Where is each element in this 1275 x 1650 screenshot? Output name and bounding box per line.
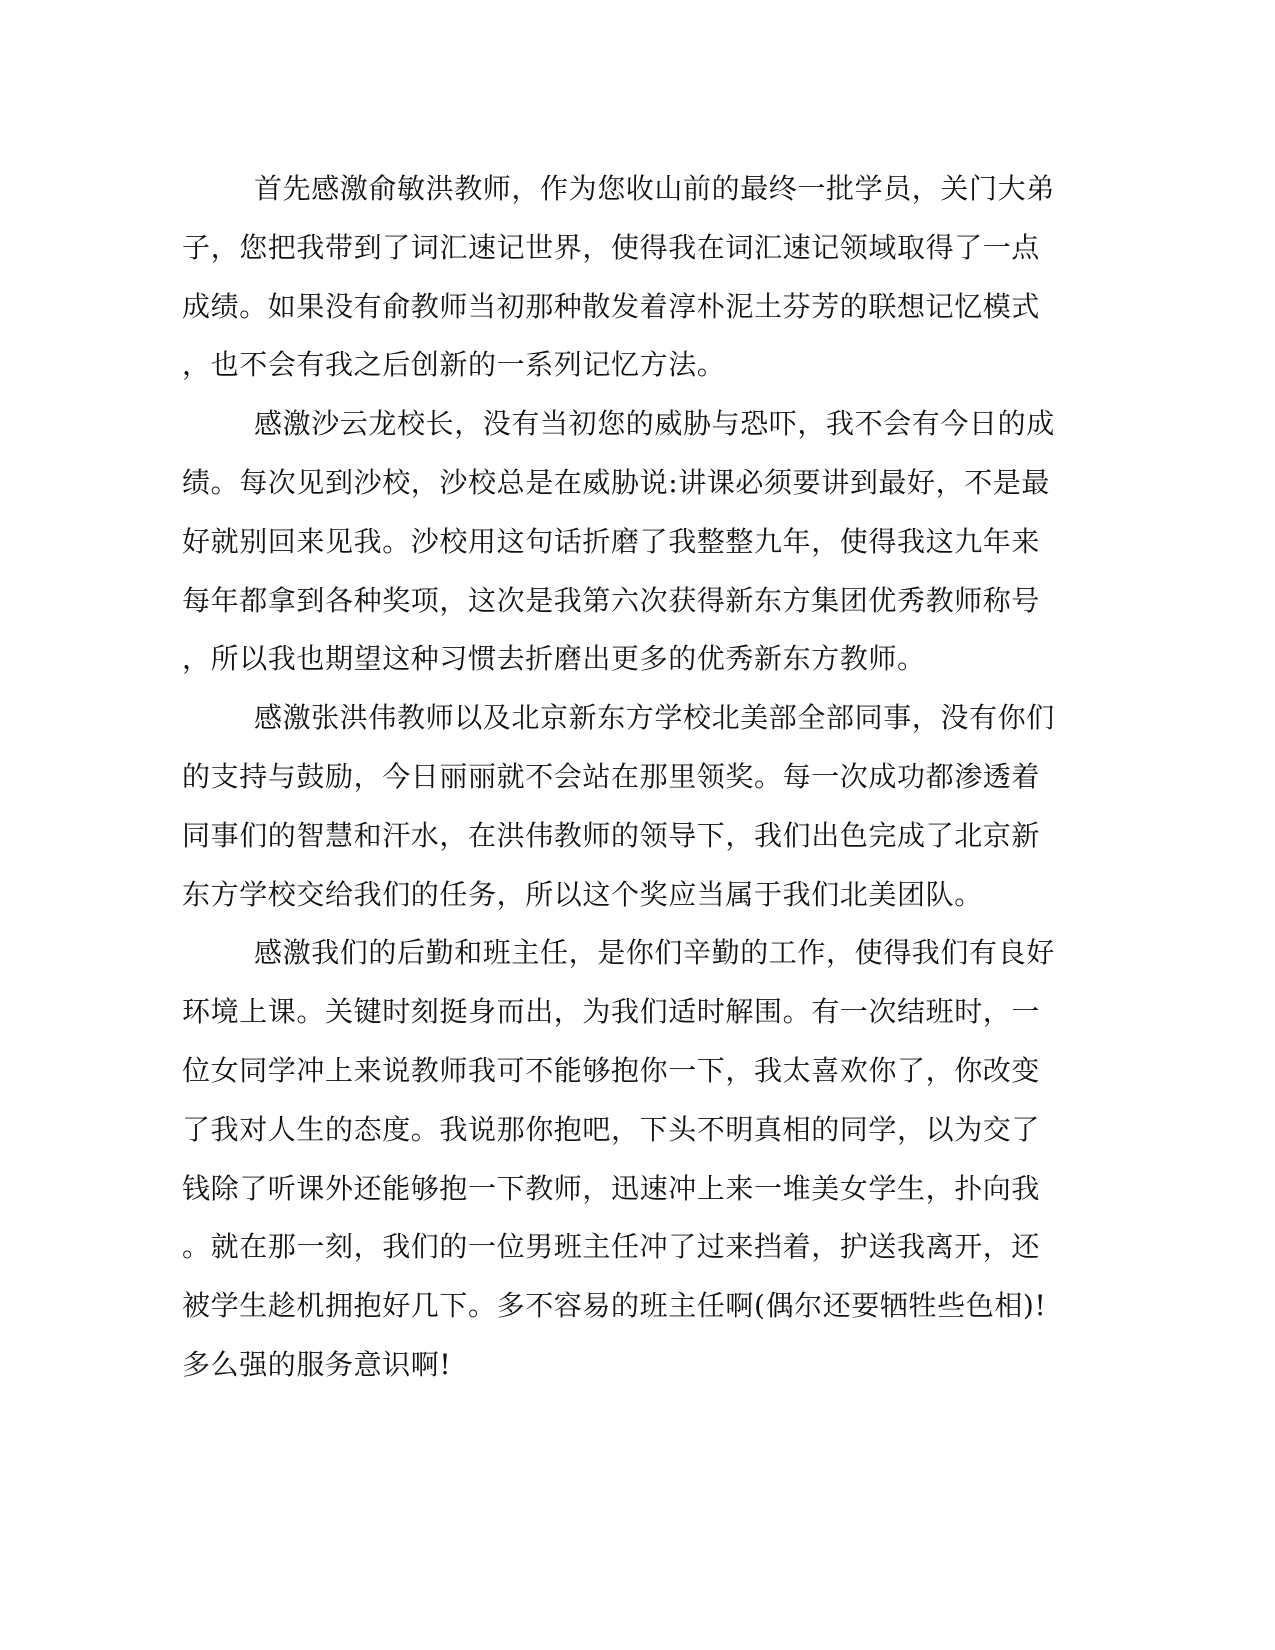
paragraph-line: 成绩。如果没有俞教师当初那种散发着淳朴泥土芬芳的联想记忆模式 [182,289,1041,323]
paragraph [182,395,1055,689]
document-body [182,160,1055,1395]
paragraph-line: 东方学校交给我们的任务，所以这个奖应当属于我们北美团队。 [182,877,983,911]
paragraph-line: ，也不会有我之后创新的一系列记忆方法。 [182,348,726,382]
paragraph-line: 多么强的服务意识啊! [182,1347,452,1381]
paragraph-line: 被学生趁机拥抱好几下。多不容易的班主任啊(偶尔还要牺牲些色相)! [182,1289,1047,1323]
paragraph [182,160,1055,395]
paragraph-line: 感激我们的后勤和班主任，是你们辛勤的工作，使得我们有良好 [254,936,1055,970]
paragraph-line: 首先感激俞敏洪教师，作为您收山前的最终一批学员，关门大弟 [254,172,1055,205]
paragraph-line: 位女同学冲上来说教师我可不能够抱你一下，我太喜欢你了，你改变 [182,1053,1041,1087]
paragraph-line: 同事们的智慧和汗水，在洪伟教师的领导下，我们出色完成了北京新 [182,818,1041,852]
paragraph-line: 感激张洪伟教师以及北京新东方学校北美部全部同事，没有你们 [254,701,1055,735]
paragraph-line: 每年都拿到各种奖项，这次是我第六次获得新东方集团优秀教师称号 [182,583,1041,617]
paragraph-line: 。就在那一刻，我们的一位男班主任冲了过来挡着，护送我离开，还 [182,1230,1041,1264]
paragraph [182,924,1055,1394]
paragraph-line: 了我对人生的态度。我说那你抱吧，下头不明真相的同学，以为交了 [182,1112,1041,1146]
paragraph-line: 好就别回来见我。沙校用这句话折磨了我整整九年，使得我这九年来 [182,524,1041,558]
paragraph [182,689,1055,924]
paragraph-line: 的支持与鼓励，今日丽丽就不会站在那里领奖。每一次成功都渗透着 [182,759,1041,793]
paragraph-line: 绩。每次见到沙校，沙校总是在威胁说:讲课必须要讲到最好，不是最 [182,465,1051,499]
paragraph-line: ，所以我也期望这种习惯去折磨出更多的优秀新东方教师。 [182,642,926,676]
paragraph-line: 感激沙云龙校长，没有当初您的威胁与恐吓，我不会有今日的成 [254,407,1055,441]
paragraph-line: 钱除了听课外还能够抱一下教师，迅速冲上来一堆美女学生，扑向我 [182,1171,1041,1205]
paragraph-line: 子，您把我带到了词汇速记世界，使得我在词汇速记领域取得了一点 [182,230,1041,264]
paragraph-line: 环境上课。关键时刻挺身而出，为我们适时解围。有一次结班时，一 [182,995,1041,1029]
